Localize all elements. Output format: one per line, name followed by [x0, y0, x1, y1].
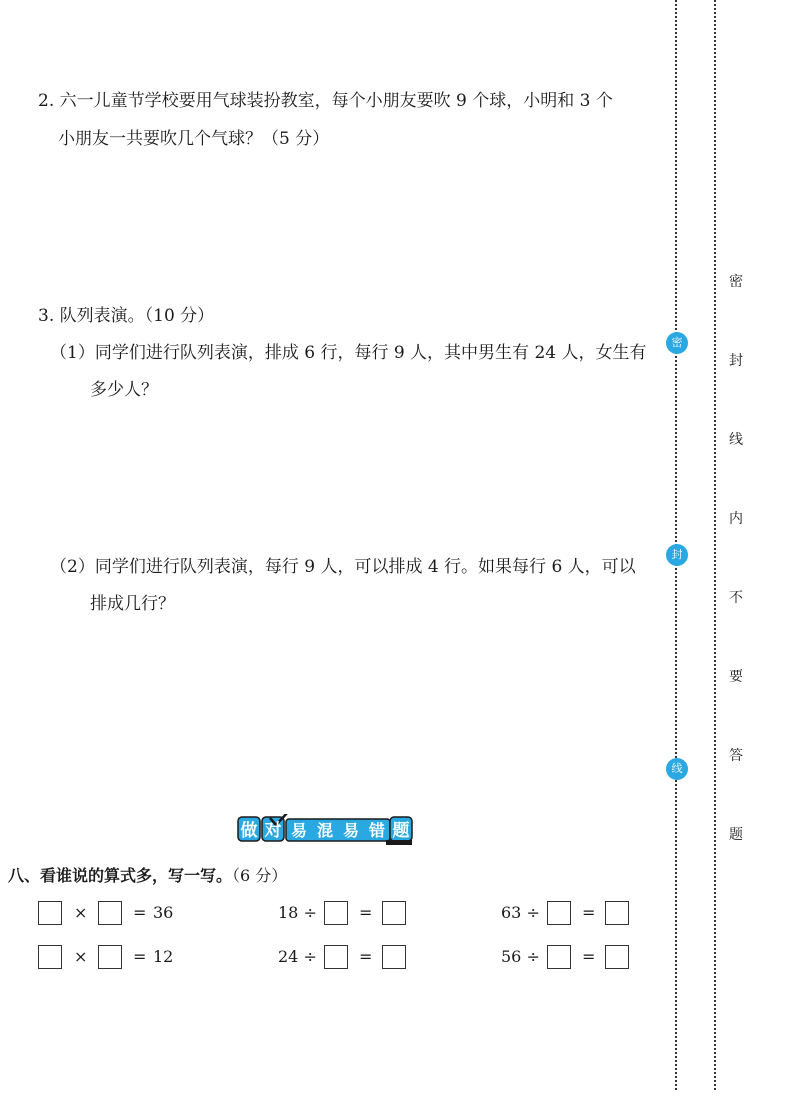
- q2-line2: 小朋友一共要吹几个气球？（5 分）: [58, 129, 330, 149]
- badge-char-5: 易: [342, 821, 360, 840]
- q3-title: 3. 队列表演。（10 分）: [38, 306, 215, 326]
- equation-prefix: 18 ÷: [278, 903, 317, 922]
- answer-box[interactable]: [547, 901, 571, 925]
- badge-char-3: 易: [290, 821, 308, 840]
- section8-points: （6 分）: [232, 866, 288, 885]
- answer-box[interactable]: [98, 901, 122, 925]
- badge-char-7: 题: [392, 821, 410, 841]
- answer-box[interactable]: [605, 901, 629, 925]
- equation-result: 36: [153, 903, 174, 922]
- equation-prefix: 56 ÷: [501, 947, 540, 966]
- q3-sub1-line2: 多少人？: [90, 380, 158, 400]
- equation-result: 12: [153, 947, 174, 966]
- equals-sign: =: [582, 903, 596, 922]
- section8-title: 八、看谁说的算式多，写一写。: [8, 866, 233, 885]
- answer-box[interactable]: [382, 945, 406, 969]
- seal-line-outer: [714, 0, 716, 1090]
- seal-char-1: 密: [729, 274, 743, 290]
- answer-box[interactable]: [324, 901, 348, 925]
- answer-box[interactable]: [382, 901, 406, 925]
- q3-sub2-line1: （2）同学们进行队列表演，每行 9 人，可以排成 4 行。如果每行 6 人，可以: [50, 557, 636, 577]
- badge-char-1: 做: [240, 821, 258, 841]
- answer-box[interactable]: [38, 901, 62, 925]
- equals-sign: =: [133, 903, 147, 922]
- badge-char-2: 对: [264, 821, 282, 841]
- section8-heading: [8, 863, 287, 886]
- q2-line1: 2. 六一儿童节学校要用气球装扮教室，每个小朋友要吹 9 个球，小明和 3 个: [38, 91, 613, 111]
- equals-sign: =: [359, 903, 373, 922]
- equals-sign: =: [359, 947, 373, 966]
- times-sign: ×: [74, 903, 88, 922]
- seal-char-4: 内: [729, 511, 743, 527]
- seal-circle-3: 线: [666, 758, 688, 780]
- seal-char-8: 题: [729, 827, 743, 843]
- seal-char-3: 线: [729, 432, 743, 448]
- seal-char-6: 要: [729, 669, 743, 685]
- seal-char-5: 不: [729, 590, 743, 606]
- q3-sub2-line2: 排成几行？: [90, 594, 175, 614]
- equation-prefix: 24 ÷: [278, 947, 317, 966]
- seal-char-2: 封: [729, 353, 743, 369]
- answer-box[interactable]: [547, 945, 571, 969]
- badge-graphic: [236, 814, 416, 846]
- answer-box[interactable]: [98, 945, 122, 969]
- equation-prefix: 63 ÷: [501, 903, 540, 922]
- times-sign: ×: [74, 947, 88, 966]
- seal-circle-2: 封: [666, 544, 688, 566]
- answer-box[interactable]: [605, 945, 629, 969]
- equals-sign: =: [582, 947, 596, 966]
- badge-char-6: 错: [368, 821, 386, 840]
- q3-sub1-line1: （1）同学们进行队列表演，排成 6 行，每行 9 人，其中男生有 24 人，女生有: [50, 343, 647, 363]
- seal-char-7: 答: [729, 748, 743, 764]
- equals-sign: =: [133, 947, 147, 966]
- seal-circle-1: 密: [666, 332, 688, 354]
- answer-box[interactable]: [324, 945, 348, 969]
- section-badge: [236, 814, 416, 846]
- answer-box[interactable]: [38, 945, 62, 969]
- badge-char-4: 混: [316, 821, 334, 840]
